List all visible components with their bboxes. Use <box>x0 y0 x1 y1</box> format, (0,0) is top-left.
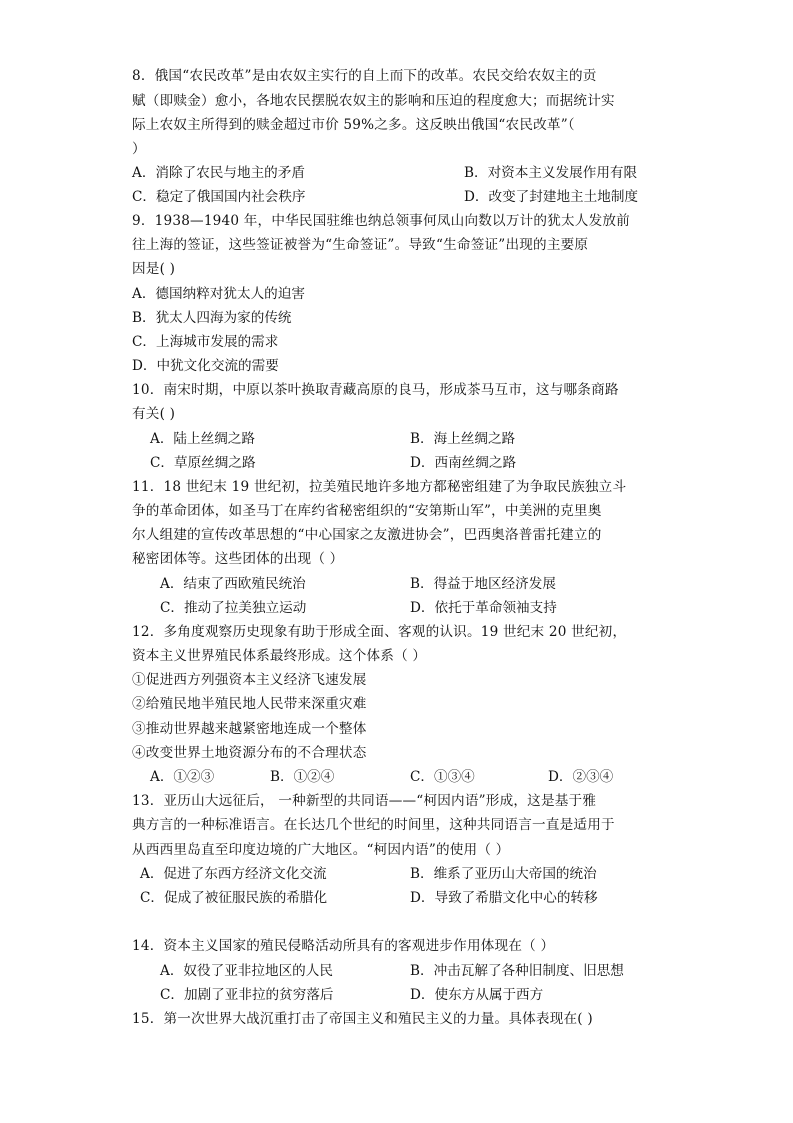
question-11-line: 11．18 世纪末 19 世纪初，拉美殖民地许多地方都秘密组建了为争取民族独立斗 <box>132 479 627 495</box>
question-14-line: 14．资本主义国家的殖民侵略活动所具有的客观进步作用体现在（ ） <box>132 938 555 954</box>
question-10-option-c[interactable]: C．草原丝绸之路 <box>150 455 256 471</box>
question-9-option-d[interactable]: D．中犹文化交流的需要 <box>132 358 279 374</box>
question-9-line: 9．1938—1940 年，中华民国驻维也纳总领事何凤山向数以万计的犹太人发放前 <box>132 213 630 229</box>
question-10-option-d[interactable]: D．西南丝绸之路 <box>410 455 517 471</box>
question-11-line: 争的革命团体，如圣马丁在库约省秘密组织的“安第斯山军”，中美洲的克里奥 <box>132 503 602 519</box>
question-11-option-c[interactable]: C．推动了拉美独立运动 <box>160 600 307 616</box>
question-8-option-c[interactable]: C．稳定了俄国国内社会秩序 <box>132 189 306 205</box>
question-11-line: 尔人组建的宣传改革思想的“中心国家之友激进协会”，巴西奥洛普雷托建立的 <box>132 527 602 543</box>
question-13-option-d[interactable]: D．导致了希腊文化中心的转移 <box>410 890 598 906</box>
question-13-line: 13．亚历山大远征后， 一种新型的共同语——“柯因内语”形成，这是基于雅 <box>132 793 597 809</box>
question-14-option-c[interactable]: C．加剧了亚非拉的贫穷落后 <box>160 987 334 1003</box>
question-10-option-a[interactable]: A．陆上丝绸之路 <box>150 431 255 447</box>
question-9-option-c[interactable]: C．上海城市发展的需求 <box>132 334 279 350</box>
question-13-option-c[interactable]: C．促成了被征服民族的希腊化 <box>140 890 328 906</box>
question-14-option-a[interactable]: A．奴役了亚非拉地区的人民 <box>160 963 333 979</box>
question-10-line: 有关( ) <box>132 406 176 422</box>
question-14-option-d[interactable]: D．使东方从属于西方 <box>410 987 544 1003</box>
question-15-line: 15．第一次世界大战沉重打击了帝国主义和殖民主义的力量。具体表现在( ) <box>132 1011 593 1027</box>
question-12-statement: ④改变世界土地资源分布的不合理状态 <box>132 745 367 761</box>
question-9-line: 因是( ) <box>132 261 176 277</box>
question-8-line: 际上农奴主所得到的赎金超过市价 59%之多。这反映出俄国“农民改革”（ <box>132 117 575 133</box>
question-12-option-a[interactable]: A．①②③ <box>150 769 215 785</box>
question-13-option-a[interactable]: A．促进了东西方经济文化交流 <box>140 866 327 882</box>
question-9-option-a[interactable]: A．德国纳粹对犹太人的迫害 <box>132 286 305 302</box>
question-10-option-b[interactable]: B．海上丝绸之路 <box>410 431 516 447</box>
question-13-line: 典方言的一种标准语言。在长达几个世纪的时间里，这种共同语言一直是适用于 <box>132 817 615 833</box>
question-8-line: 8．俄国“农民改革”是由农奴主实行的自上而下的改革。农民交给农奴主的贡 <box>132 68 597 84</box>
question-12-option-c[interactable]: C．①③④ <box>410 769 475 785</box>
question-13-line: 从西西里岛直至印度边境的广大地区。“柯因内语”的使用（ ） <box>132 842 510 858</box>
question-12-line: 资本主义世界殖民体系最终形成。这个体系（ ） <box>132 648 427 664</box>
question-11-option-d[interactable]: D．依托于革命领袖支持 <box>410 600 557 616</box>
question-9-line: 往上海的签证，这些签证被誉为“生命签证”。导致“生命签证”出现的主要原 <box>132 237 589 253</box>
question-14-option-b[interactable]: B．冲击瓦解了各种旧制度、旧思想 <box>410 963 624 979</box>
question-12-line: 12．多角度观察历史现象有助于形成全面、客观的认识。19 世纪末 20 世纪初， <box>132 624 627 640</box>
question-8-line: ） <box>132 141 146 157</box>
question-8-option-b[interactable]: B．对资本主义发展作用有限 <box>464 165 638 181</box>
question-11-line: 秘密团体等。这些团体的出现（ ） <box>132 551 344 567</box>
question-8-option-d[interactable]: D．改变了封建地主土地制度 <box>464 189 639 205</box>
question-13-option-b[interactable]: B．维系了亚历山大帝国的统治 <box>410 866 597 882</box>
question-9-option-b[interactable]: B．犹太人四海为家的传统 <box>132 310 292 326</box>
question-8-line: 赋（即赎金）愈小，各地农民摆脱农奴主的影响和压迫的程度愈大；而据统计实 <box>132 93 615 109</box>
question-12-option-d[interactable]: D．②③④ <box>548 769 614 785</box>
question-12-statement: ③推动世界越来越紧密地连成一个整体 <box>132 721 367 737</box>
question-12-option-b[interactable]: B．①②④ <box>270 769 335 785</box>
question-11-option-b[interactable]: B．得益于地区经济发展 <box>410 576 556 592</box>
question-10-line: 10．南宋时期，中原以茶叶换取青藏高原的良马，形成茶马互市，这与哪条商路 <box>132 382 619 398</box>
question-8-option-a[interactable]: A．消除了农民与地主的矛盾 <box>132 165 305 181</box>
question-12-statement: ②给殖民地半殖民地人民带来深重灾难 <box>132 696 367 712</box>
question-11-option-a[interactable]: A．结束了西欧殖民统治 <box>160 576 306 592</box>
question-12-statement: ①促进西方列强资本主义经济飞速发展 <box>132 672 367 688</box>
